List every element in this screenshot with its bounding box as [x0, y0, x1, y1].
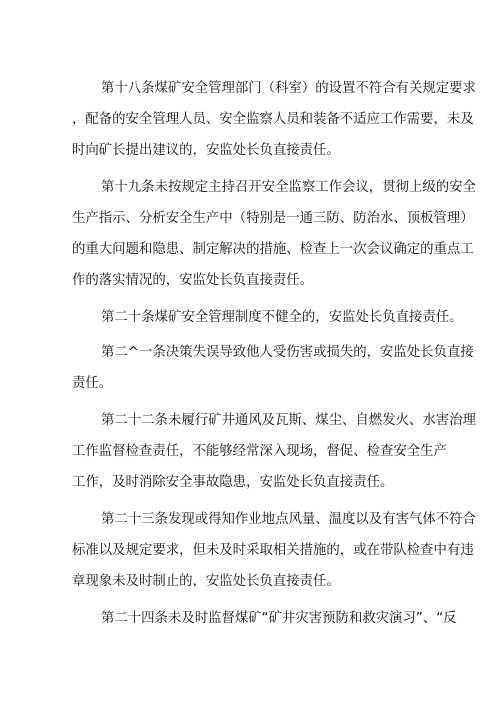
article-24-line-1: 第二十四条未及时监督煤矿“矿井灾害预防和救灾演习”、“反 — [101, 611, 457, 626]
article-20-line-1: 第二十条煤矿安全管理制度不健全的，安监处长负直接责任。 — [101, 310, 463, 325]
article-18-line-3: 时向矿长提出建议的，安监处长负直接责任。 — [72, 143, 340, 158]
article-23-line-2: 标准以及规定要求，但未及时采取相关措施的，或在带队检查中有违 — [72, 543, 474, 558]
article-18-line-2: ，配备的安全管理人员、安全监察人员和装备不适应工作需要，未及 — [72, 112, 474, 127]
article-19-line-4: 作的落实情况的，安监处长负直接责任。 — [72, 273, 314, 288]
article-23-line-1: 第二十三条发现或得知作业地点风量、温度以及有害气体不符合 — [101, 512, 476, 527]
article-22-line-1: 第二十二条未履行矿井通风及瓦斯、煤尘、自燃发火、水害治理 — [101, 413, 476, 428]
article-21-line-2: 责任。 — [72, 376, 113, 391]
article-19-line-1: 第十九条未按规定主持召开安全监察工作会议，贯彻上级的安全 — [101, 180, 476, 195]
article-22-line-2: 工作监督检查责任，不能够经常深入现场，督促、检查安全生产 — [72, 444, 447, 459]
article-19-line-3: 的重大问题和隐患、制定解决的措施、检查上一次会议确定的重点工 — [72, 242, 474, 257]
article-23-line-3: 章现象未及时制止的，安监处长负直接责任。 — [72, 574, 340, 589]
article-22-line-3: 工作，及时消除安全事故隐患，安监处长负直接责任。 — [72, 475, 394, 490]
article-19-line-2: 生产指示、分析安全生产中（特别是一通三防、防治水、顶板管理） — [72, 211, 474, 226]
article-21-line-1: 第二^一条决策失误导致他人受伤害或损失的，安监处长负直接 — [101, 345, 474, 360]
article-18-line-1: 第十八条煤矿安全管理部门（科室）的设置不符合有关规定要求 — [101, 81, 476, 96]
